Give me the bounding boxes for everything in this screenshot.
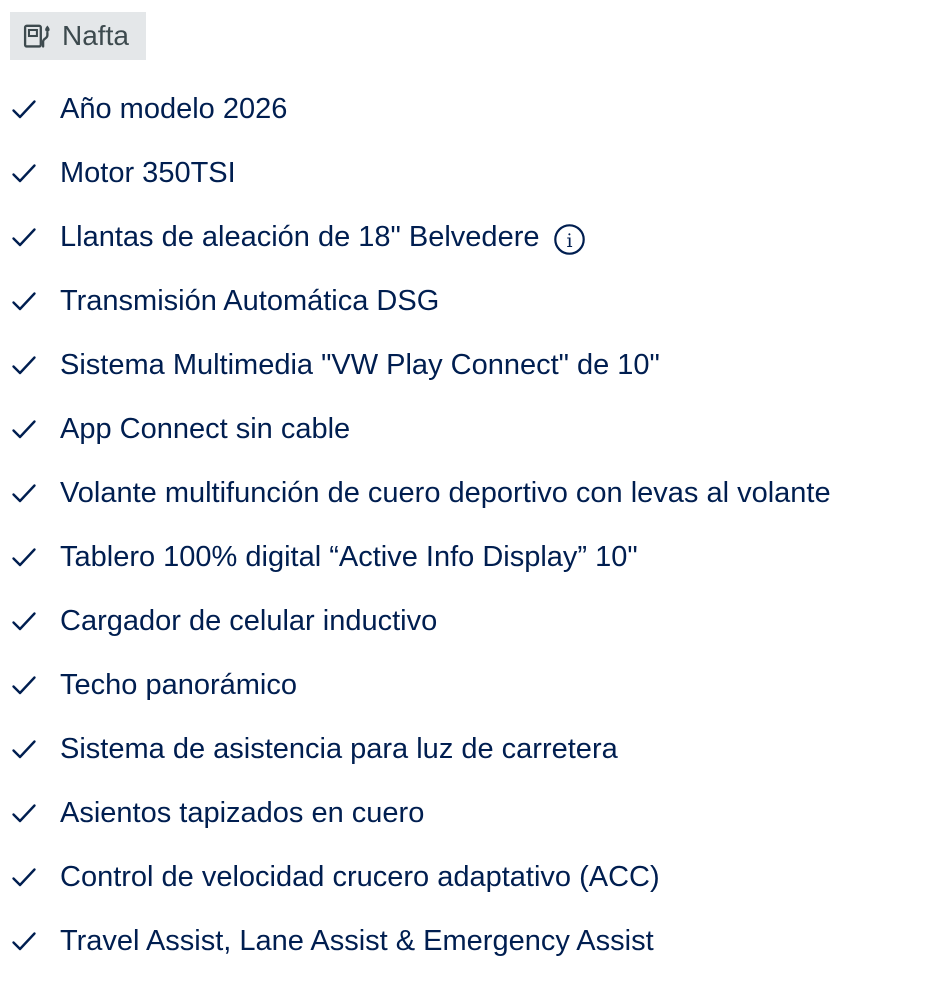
check-icon: [11, 545, 37, 571]
feature-label: Control de velocidad crucero adaptativo (ACC): [60, 860, 660, 893]
feature-label: Llantas de aleación de 18" Belvedere: [60, 220, 540, 253]
feature-item: [0, 589, 944, 653]
check-icon: [11, 801, 37, 827]
check-icon: [11, 929, 37, 955]
feature-item: [0, 653, 944, 717]
feature-label: Año modelo 2026: [60, 92, 288, 125]
feature-item: [0, 269, 944, 333]
feature-item: [0, 845, 944, 909]
check-icon: [11, 417, 37, 443]
check-icon: [11, 673, 37, 699]
feature-label: Techo panorámico: [60, 668, 297, 701]
feature-label: Cargador de celular inductivo: [60, 604, 438, 637]
fuel-pump-icon: [22, 20, 53, 52]
feature-label: Sistema de asistencia para luz de carretera: [60, 732, 618, 765]
check-icon: [11, 609, 37, 635]
check-icon: [11, 161, 37, 187]
check-icon: [11, 97, 37, 123]
feature-label: App Connect sin cable: [60, 412, 351, 445]
fuel-type-label: Nafta: [62, 20, 129, 51]
check-icon: [11, 737, 37, 763]
check-icon: [11, 353, 37, 379]
feature-label: Travel Assist, Lane Assist & Emergency Assist: [60, 924, 654, 957]
check-icon: [11, 289, 37, 315]
feature-item: [0, 205, 944, 269]
feature-label: Tablero 100% digital “Active Info Display” 10": [60, 540, 638, 573]
feature-item: [0, 141, 944, 205]
check-icon: [11, 481, 37, 507]
feature-item: [0, 333, 944, 397]
check-icon: [11, 225, 37, 251]
feature-label: Transmisión Automática DSG: [60, 284, 440, 317]
feature-item: [0, 77, 944, 141]
feature-item: [0, 781, 944, 845]
feature-label: Motor 350TSI: [60, 156, 236, 189]
feature-item: [0, 909, 944, 973]
feature-item: [0, 461, 944, 525]
feature-item: [0, 397, 944, 461]
feature-label: Volante multifunción de cuero deportivo con levas al volante: [60, 476, 831, 509]
feature-item: [0, 525, 944, 589]
feature-item: [0, 717, 944, 781]
info-icon[interactable]: [553, 223, 586, 256]
svg-text:i: i: [566, 229, 574, 252]
feature-label: Sistema Multimedia "VW Play Connect" de 10": [60, 348, 660, 381]
feature-label: Asientos tapizados en cuero: [60, 796, 425, 829]
check-icon: [11, 865, 37, 891]
feature-list: [0, 77, 944, 973]
fuel-type-badge: [10, 12, 146, 60]
